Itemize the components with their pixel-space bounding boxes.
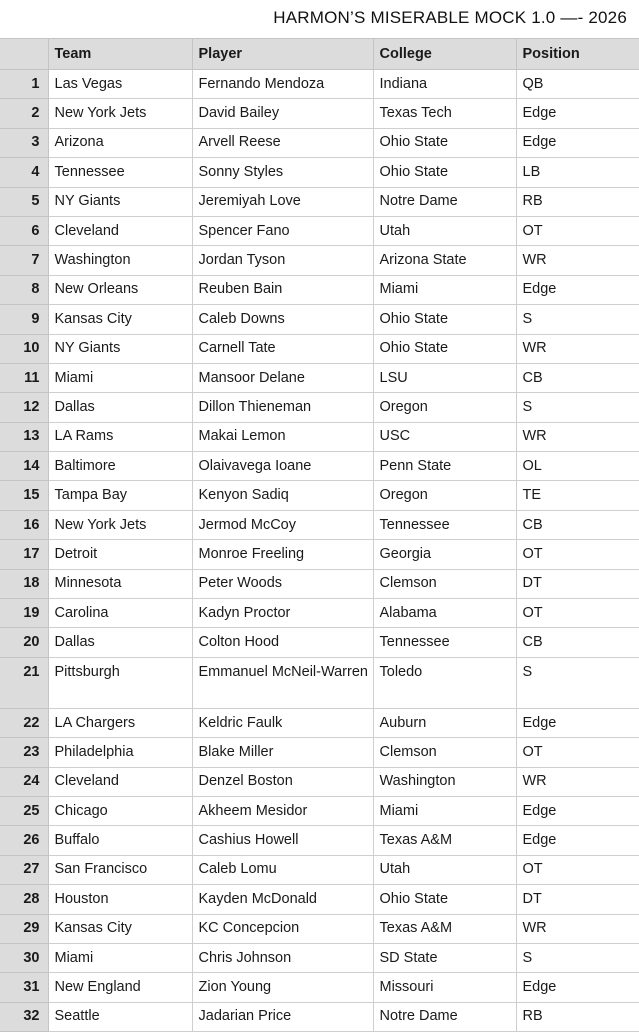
college-cell: Washington [373,767,516,796]
college-cell: Clemson [373,738,516,767]
team-cell: Baltimore [48,452,192,481]
player-cell: Kenyon Sadiq [192,481,373,510]
position-cell: Edge [516,275,639,304]
position-cell: OT [516,855,639,884]
table-row [0,510,639,539]
pick-number: 28 [0,885,48,914]
pick-number: 2 [0,99,48,128]
position-cell: S [516,943,639,972]
team-cell: Cleveland [48,216,192,245]
team-cell: NY Giants [48,334,192,363]
player-cell: KC Concepcion [192,914,373,943]
player-cell: Kadyn Proctor [192,599,373,628]
team-cell: San Francisco [48,855,192,884]
pick-number: 29 [0,914,48,943]
pick-number: 26 [0,826,48,855]
team-cell: Detroit [48,540,192,569]
college-cell: Notre Dame [373,187,516,216]
team-cell: Miami [48,943,192,972]
pick-number: 4 [0,158,48,187]
player-cell: Fernando Mendoza [192,70,373,99]
team-cell: Minnesota [48,569,192,598]
header-pick [0,39,48,70]
team-cell: Dallas [48,393,192,422]
table-row [0,1002,639,1031]
college-cell: Ohio State [373,305,516,334]
position-cell: OT [516,540,639,569]
player-cell: David Bailey [192,99,373,128]
player-cell: Peter Woods [192,569,373,598]
team-cell: LA Chargers [48,708,192,737]
table-row [0,973,639,1002]
table-row [0,452,639,481]
player-cell: Jermod McCoy [192,510,373,539]
team-cell: Seattle [48,1002,192,1031]
team-cell: Washington [48,246,192,275]
table-row [0,128,639,157]
pick-number: 13 [0,422,48,451]
team-cell: New York Jets [48,99,192,128]
position-cell: Edge [516,796,639,825]
college-cell: Missouri [373,973,516,1002]
player-cell: Spencer Fano [192,216,373,245]
position-cell: DT [516,885,639,914]
pick-number: 27 [0,855,48,884]
pick-number: 5 [0,187,48,216]
player-cell: Caleb Lomu [192,855,373,884]
position-cell: WR [516,767,639,796]
college-cell: Texas A&M [373,826,516,855]
position-cell: Edge [516,826,639,855]
table-row [0,569,639,598]
pick-number: 25 [0,796,48,825]
college-cell: LSU [373,363,516,392]
position-cell: DT [516,569,639,598]
team-cell: Arizona [48,128,192,157]
table-row [0,855,639,884]
pick-number: 21 [0,657,48,708]
team-cell: Houston [48,885,192,914]
pick-number: 23 [0,738,48,767]
table-row [0,422,639,451]
player-cell: Kayden McDonald [192,885,373,914]
table-row [0,70,639,99]
college-cell: Penn State [373,452,516,481]
position-cell: CB [516,510,639,539]
college-cell: Texas A&M [373,914,516,943]
position-cell: CB [516,363,639,392]
player-cell: Jadarian Price [192,1002,373,1031]
pick-number: 16 [0,510,48,539]
position-cell: OT [516,738,639,767]
table-row [0,246,639,275]
team-cell: Pittsburgh [48,657,192,708]
player-cell: Blake Miller [192,738,373,767]
team-cell: Las Vegas [48,70,192,99]
table-row [0,334,639,363]
position-cell: QB [516,70,639,99]
table-row [0,363,639,392]
table-row [0,767,639,796]
pick-number: 15 [0,481,48,510]
player-cell: Emmanuel McNeil-Warren [192,657,373,708]
college-cell: Miami [373,796,516,825]
table-row [0,305,639,334]
table-row [0,708,639,737]
team-cell: Miami [48,363,192,392]
table-row [0,599,639,628]
position-cell: WR [516,914,639,943]
table-row [0,943,639,972]
player-cell: Makai Lemon [192,422,373,451]
player-cell: Jeremiyah Love [192,187,373,216]
player-cell: Keldric Faulk [192,708,373,737]
position-cell: WR [516,422,639,451]
mock-draft-table [0,38,639,1032]
table-row [0,826,639,855]
college-cell: Arizona State [373,246,516,275]
team-cell: Chicago [48,796,192,825]
team-cell: Kansas City [48,305,192,334]
college-cell: Ohio State [373,885,516,914]
college-cell: Indiana [373,70,516,99]
college-cell: Tennessee [373,510,516,539]
header-college: College [373,39,516,70]
college-cell: Miami [373,275,516,304]
pick-number: 10 [0,334,48,363]
college-cell: Toledo [373,657,516,708]
college-cell: Clemson [373,569,516,598]
position-cell: OT [516,599,639,628]
player-cell: Jordan Tyson [192,246,373,275]
table-row [0,885,639,914]
pick-number: 12 [0,393,48,422]
team-cell: Kansas City [48,914,192,943]
player-cell: Akheem Mesidor [192,796,373,825]
team-cell: Buffalo [48,826,192,855]
table-row [0,481,639,510]
table-row [0,158,639,187]
position-cell: CB [516,628,639,657]
college-cell: Georgia [373,540,516,569]
player-cell: Carnell Tate [192,334,373,363]
team-cell: Tennessee [48,158,192,187]
table-row [0,393,639,422]
pick-number: 11 [0,363,48,392]
player-cell: Arvell Reese [192,128,373,157]
college-cell: Texas Tech [373,99,516,128]
pick-number: 22 [0,708,48,737]
college-cell: Ohio State [373,128,516,157]
player-cell: Caleb Downs [192,305,373,334]
position-cell: S [516,393,639,422]
position-cell: WR [516,246,639,275]
college-cell: Oregon [373,481,516,510]
position-cell: LB [516,158,639,187]
position-cell: Edge [516,973,639,1002]
player-cell: Colton Hood [192,628,373,657]
college-cell: Notre Dame [373,1002,516,1031]
header-row [0,39,639,70]
college-cell: Ohio State [373,334,516,363]
pick-number: 17 [0,540,48,569]
college-cell: Ohio State [373,158,516,187]
table-row [0,540,639,569]
table-row [0,796,639,825]
position-cell: S [516,657,639,708]
pick-number: 9 [0,305,48,334]
player-cell: Chris Johnson [192,943,373,972]
table-row [0,216,639,245]
pick-number: 14 [0,452,48,481]
team-cell: New Orleans [48,275,192,304]
header-position: Position [516,39,639,70]
position-cell: Edge [516,128,639,157]
player-cell: Zion Young [192,973,373,1002]
player-cell: Cashius Howell [192,826,373,855]
pick-number: 31 [0,973,48,1002]
table-row [0,99,639,128]
page-title: HARMON’S MISERABLE MOCK 1.0 —- 2026 [273,8,627,27]
player-cell: Dillon Thieneman [192,393,373,422]
pick-number: 19 [0,599,48,628]
college-cell: Oregon [373,393,516,422]
pick-number: 3 [0,128,48,157]
pick-number: 30 [0,943,48,972]
position-cell: S [516,305,639,334]
position-cell: Edge [516,99,639,128]
header-player: Player [192,39,373,70]
table-row [0,738,639,767]
pick-number: 20 [0,628,48,657]
position-cell: Edge [516,708,639,737]
team-cell: Dallas [48,628,192,657]
position-cell: RB [516,1002,639,1031]
pick-number: 18 [0,569,48,598]
pick-number: 7 [0,246,48,275]
title-bar [0,0,639,38]
table-row [0,914,639,943]
position-cell: OL [516,452,639,481]
player-cell: Reuben Bain [192,275,373,304]
position-cell: WR [516,334,639,363]
position-cell: TE [516,481,639,510]
player-cell: Sonny Styles [192,158,373,187]
college-cell: Utah [373,216,516,245]
player-cell: Denzel Boston [192,767,373,796]
college-cell: Utah [373,855,516,884]
pick-number: 24 [0,767,48,796]
team-cell: Carolina [48,599,192,628]
college-cell: Tennessee [373,628,516,657]
table-row [0,187,639,216]
pick-number: 6 [0,216,48,245]
college-cell: SD State [373,943,516,972]
team-cell: New York Jets [48,510,192,539]
team-cell: New England [48,973,192,1002]
pick-number: 1 [0,70,48,99]
team-cell: Tampa Bay [48,481,192,510]
header-team: Team [48,39,192,70]
team-cell: NY Giants [48,187,192,216]
table-row [0,275,639,304]
position-cell: RB [516,187,639,216]
team-cell: LA Rams [48,422,192,451]
table-row [0,657,639,708]
pick-number: 32 [0,1002,48,1031]
position-cell: OT [516,216,639,245]
college-cell: Auburn [373,708,516,737]
table-row [0,628,639,657]
team-cell: Philadelphia [48,738,192,767]
player-cell: Mansoor Delane [192,363,373,392]
player-cell: Olaivavega Ioane [192,452,373,481]
college-cell: Alabama [373,599,516,628]
pick-number: 8 [0,275,48,304]
college-cell: USC [373,422,516,451]
team-cell: Cleveland [48,767,192,796]
player-cell: Monroe Freeling [192,540,373,569]
